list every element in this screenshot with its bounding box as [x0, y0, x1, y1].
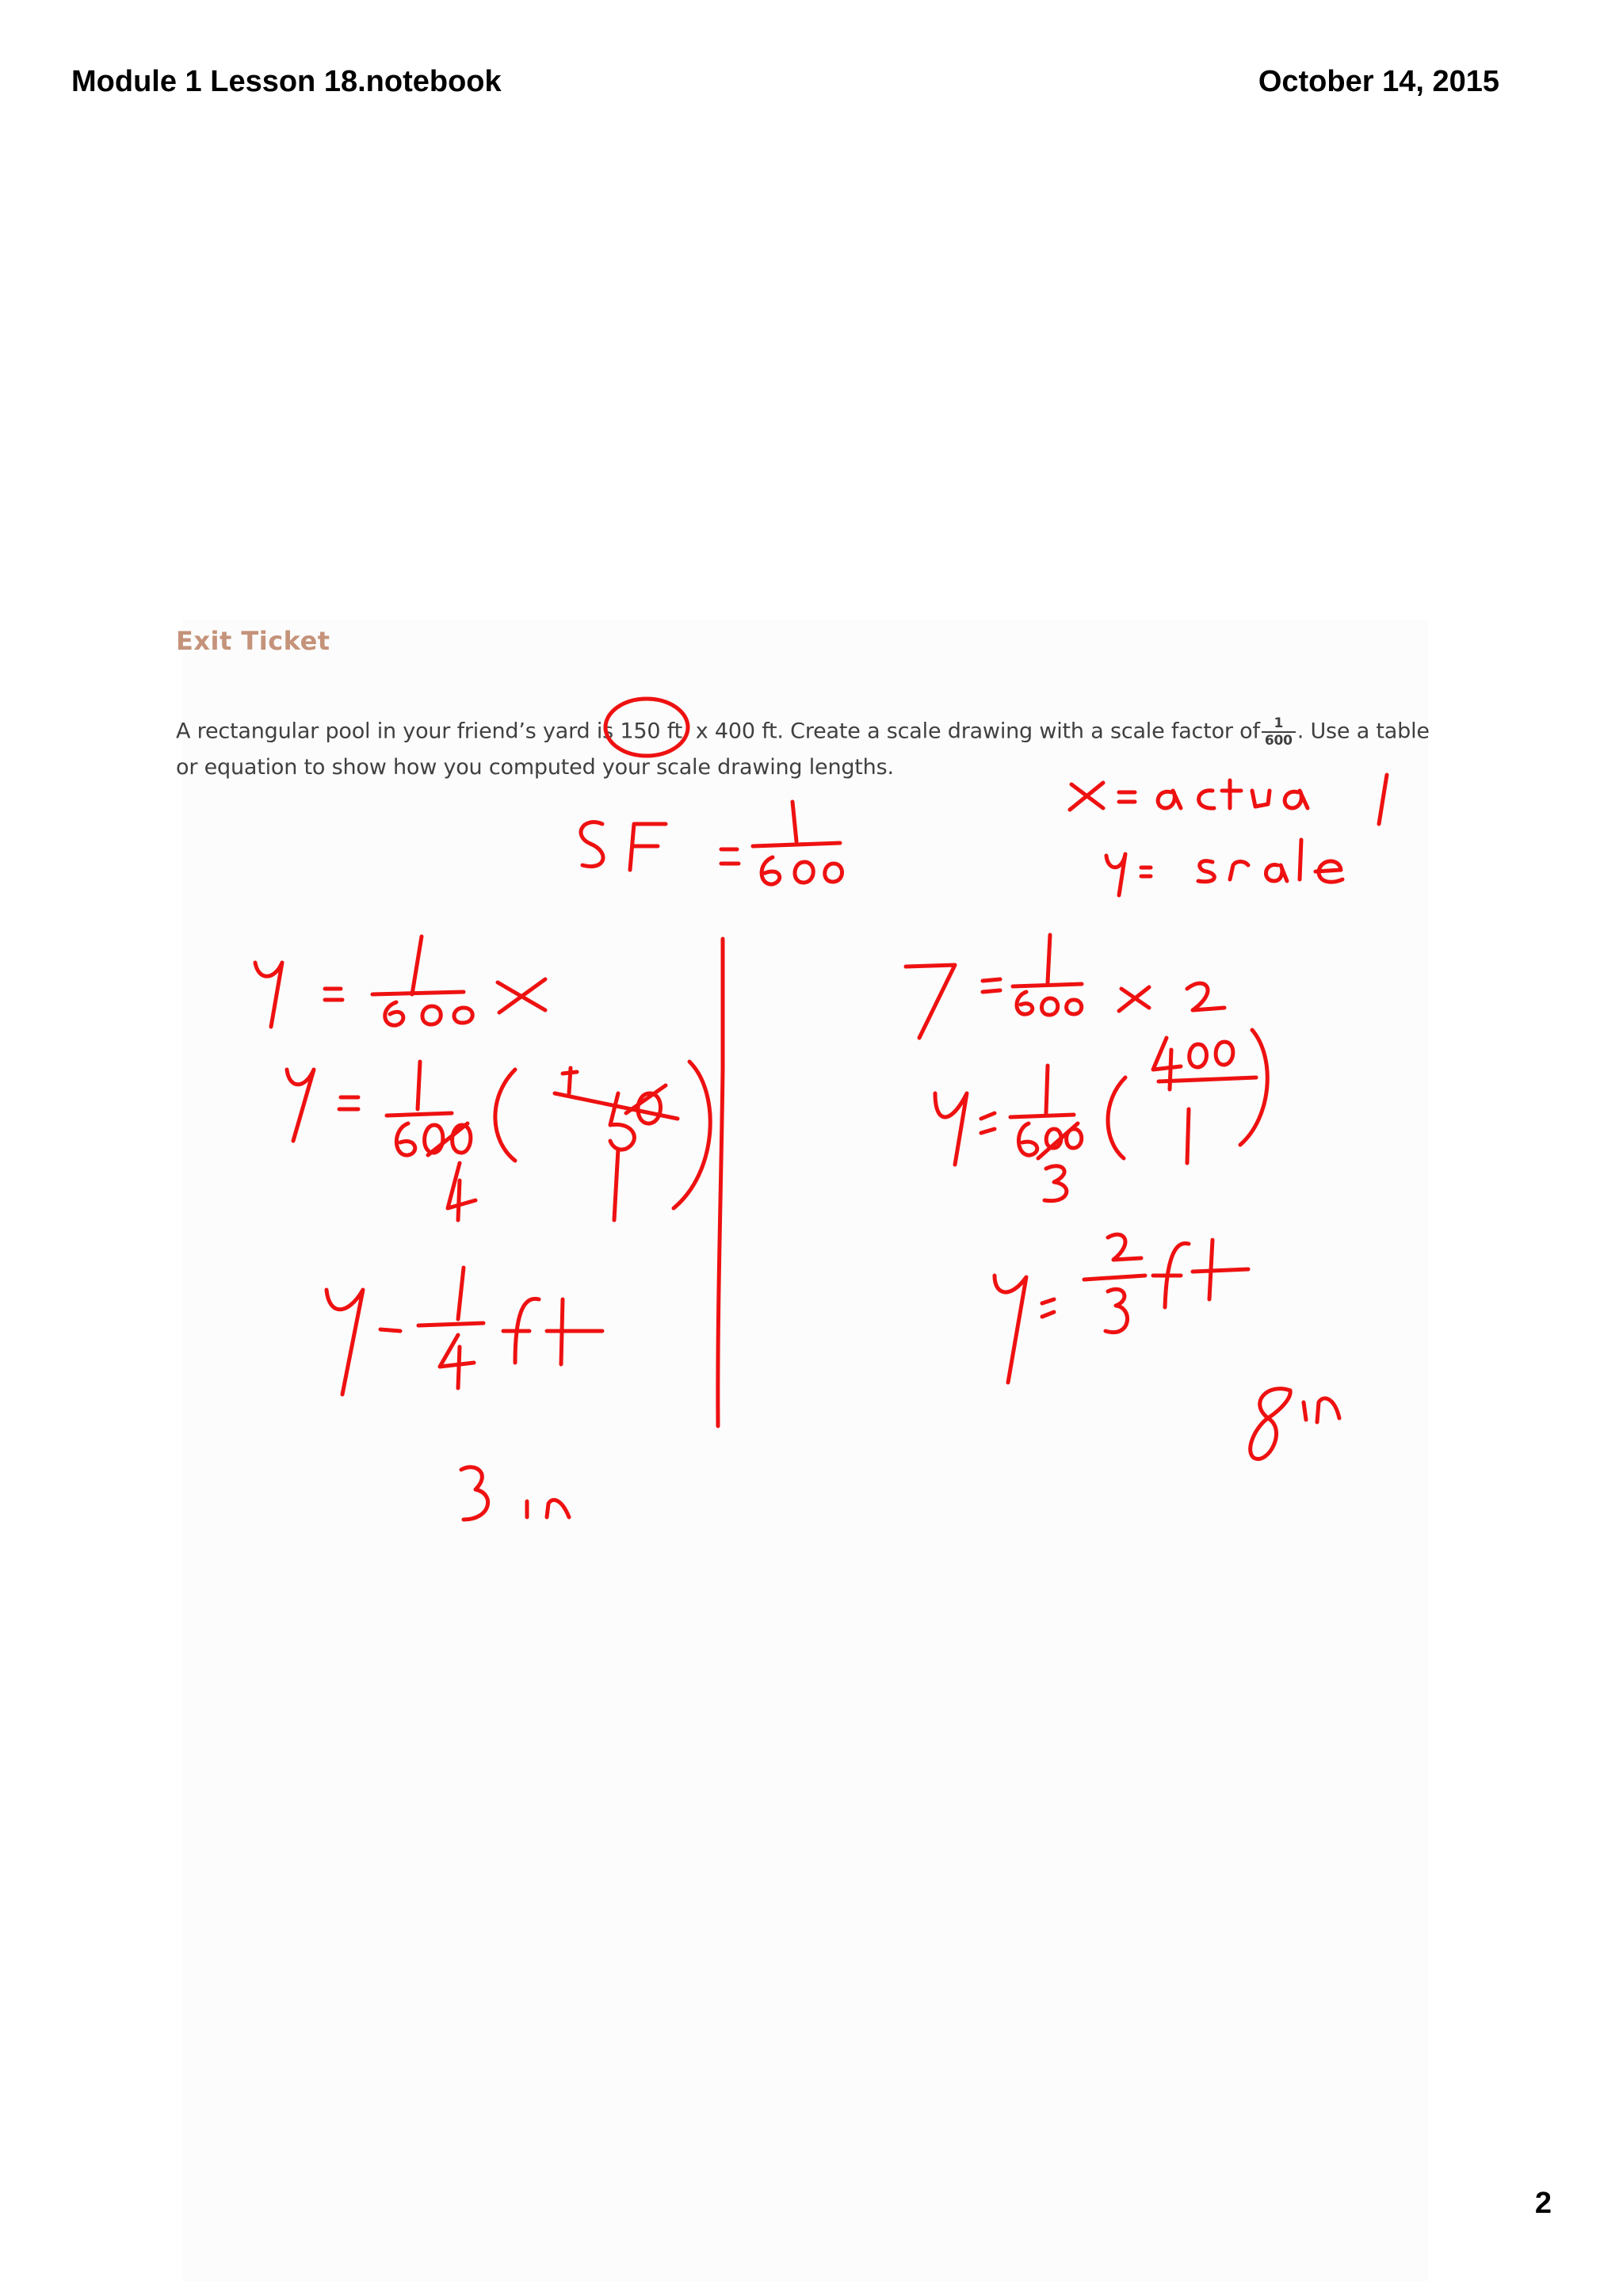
note-y-equals-scale [1106, 840, 1342, 895]
problem-text-line-2: or equation to show how you computed your scale drawing lengths. [176, 755, 894, 780]
note-right-8in [1251, 1389, 1339, 1459]
note-left-equation-1 [255, 936, 545, 1027]
note-right-equation-1 [906, 935, 1224, 1038]
document-date: October 14, 2015 [1258, 65, 1499, 98]
note-left-equation-2 [287, 1062, 710, 1220]
fraction-denominator: 600 [1264, 733, 1293, 749]
note-left-equation-3 [327, 1268, 602, 1394]
page-number: 2 [1534, 2187, 1552, 2220]
note-right-equation-2 [935, 1030, 1267, 1201]
divider-line [718, 939, 723, 1426]
note-right-equation-3 [995, 1234, 1248, 1383]
circle-mark [605, 699, 688, 756]
note-x-equals-actual [1070, 775, 1387, 824]
problem-text-part-b: . Use a table [1296, 719, 1430, 744]
note-sf-equals-fraction [581, 802, 842, 884]
problem-text-part-a: A rectangular pool in your friend’s yard is 150 ft. x 400 ft. Create a scale drawing with a scale factor of [176, 719, 1260, 744]
note-left-3in [461, 1467, 569, 1520]
document-title: Module 1 Lesson 18.notebook [71, 65, 502, 98]
fraction-numerator: 1 [1262, 715, 1296, 733]
exit-ticket-heading: Exit Ticket [176, 626, 330, 656]
